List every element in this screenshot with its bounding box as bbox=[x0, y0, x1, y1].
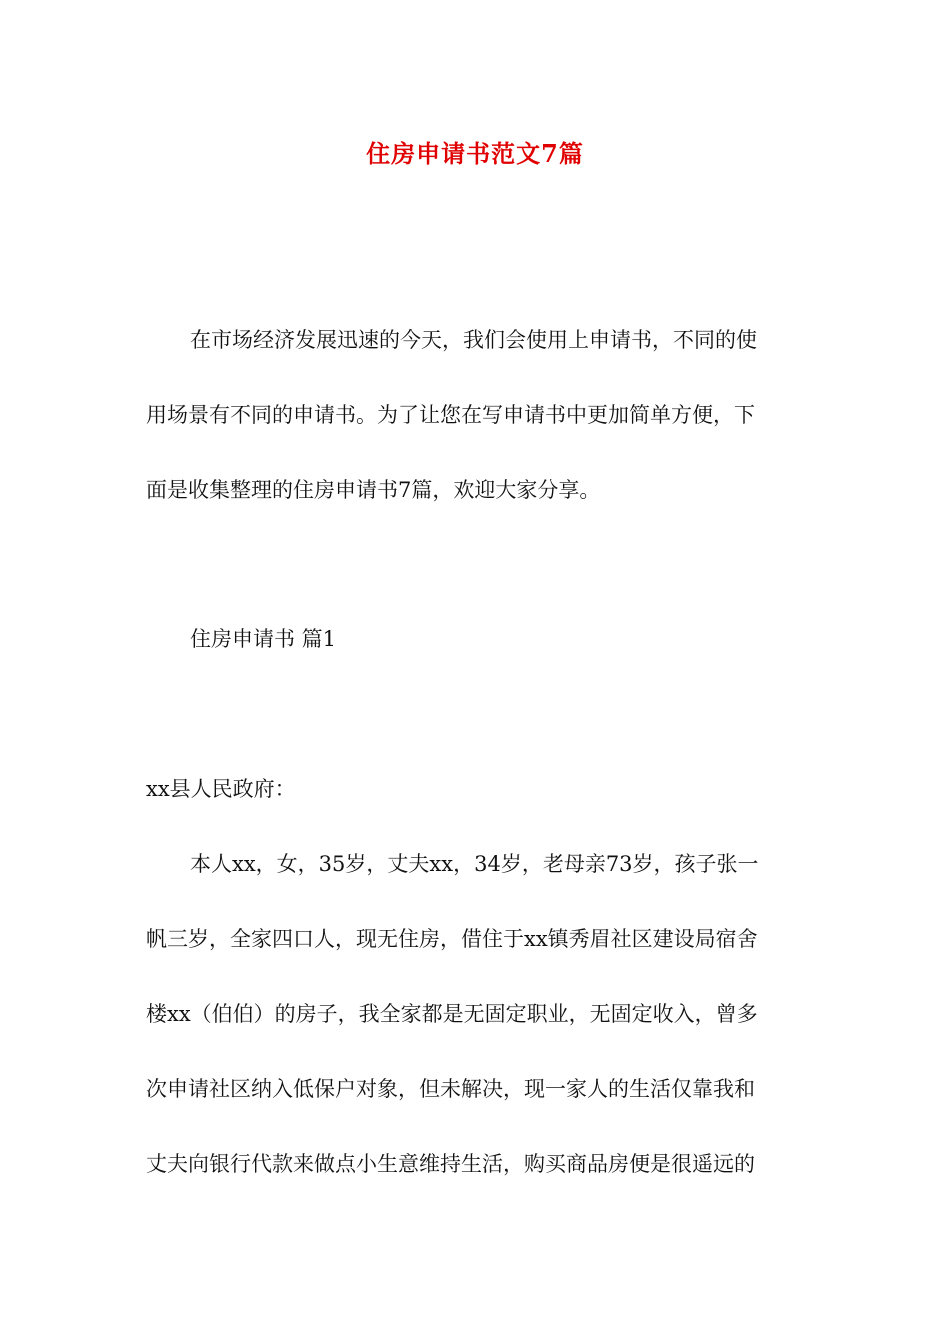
body-line-3: 楼xx（伯伯）的房子，我全家都是无固定职业，无固定收入，曾多 bbox=[146, 1002, 758, 1026]
body-line-4: 次申请社区纳入低保户对象，但未解决，现一家人的生活仅靠我和 bbox=[146, 1077, 755, 1101]
body-line-5: 丈夫向银行代款来做点小生意维持生活，购买商品房便是很遥远的 bbox=[146, 1152, 755, 1176]
intro-line-3: 面是收集整理的住房申请书7篇，欢迎大家分享。 bbox=[146, 478, 601, 502]
body-line-1: 本人xx，女，35岁，丈夫xx，34岁，老母亲73岁，孩子张一 bbox=[190, 852, 759, 876]
body-line-2: 帆三岁，全家四口人，现无住房，借住于xx镇秀眉社区建设局宿舍 bbox=[146, 927, 758, 951]
salutation: xx县人民政府： bbox=[146, 777, 296, 801]
section-heading: 住房申请书 篇1 bbox=[190, 627, 337, 651]
document-title: 住房申请书范文7篇 bbox=[366, 139, 584, 168]
intro-line-1: 在市场经济发展迅速的今天，我们会使用上申请书，不同的使 bbox=[190, 328, 757, 352]
intro-line-2: 用场景有不同的申请书。为了让您在写申请书中更加简单方便，下 bbox=[146, 403, 755, 427]
